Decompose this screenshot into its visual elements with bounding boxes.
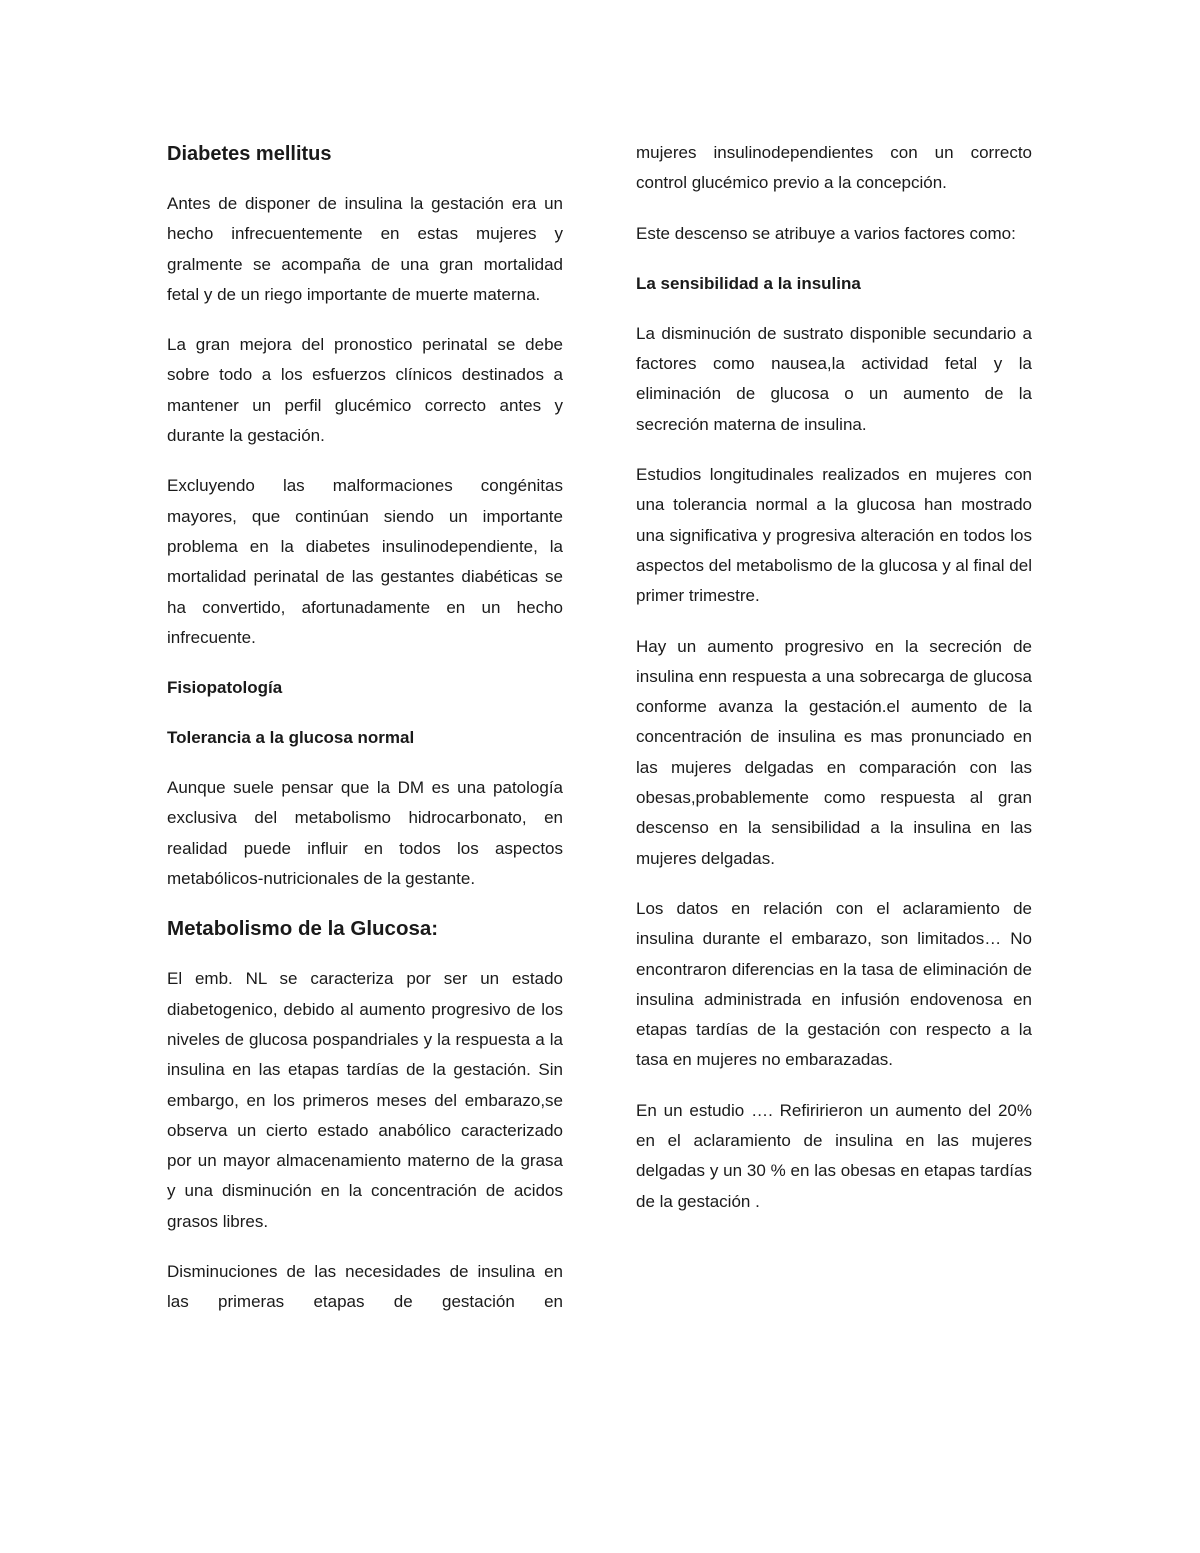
heading-tolerancia: Tolerancia a la glucosa normal [167, 728, 415, 748]
paragraph: Estudios longitudinales realizados en mujeres con una tolerancia normal a la glucosa han mostrado una significativa y progresiva alteración en todos los aspectos del metabolismo de la glucosa y al final del primer trimestre. [636, 465, 1032, 606]
page-title: Diabetes mellitus [167, 143, 332, 165]
paragraph: Excluyendo las malformaciones congénitas mayores, que continúan siendo un importante problema en la diabetes insulinodependiente, la mortalidad perinatal de las gestantes diabéticas se ha convertido, afortunadamente en un hecho infrecuente. [167, 476, 563, 647]
paragraph: El emb. NL se caracteriza por ser un estado diabetogenico, debido al aumento progresivo de los niveles de glucosa pospandriales y la respuesta a la insulina en las etapas tardías de la gestación. Sin embargo, en los primeros meses del embarazo,se observa un cierto estado anabólico caracterizado por un mayor almacenamiento materno de la grasa y una disminución en la concentración de acidos grasos libres. [167, 969, 563, 1231]
paragraph: Los datos en relación con el aclaramiento de insulina durante el embarazo, son limitados… No encontraron diferencias en la tasa de eliminación de insulina administrada en infusión endovenosa en etapas tardías de la gestación con respecto a la tasa en mujeres no embarazadas. [636, 898, 1032, 1070]
paragraph: Hay un aumento progresivo en la secreción de insulina enn respuesta a una sobrecarga de glucosa conforme avanza la gestación.el aumento de la concentración de insulina es mas pronunciado en las mujeres delgadas en comparación con las obesas,probablemente como respuesta al gran descenso en la sensibilidad a la insulina en las mujeres delgadas. [636, 636, 1032, 868]
paragraph: Este descenso se atribuye a varios factores como: [636, 223, 1016, 243]
left-column [167, 139, 563, 1338]
heading-metabolismo: Metabolismo de la Glucosa: [167, 917, 439, 941]
paragraph: La gran mejora del pronostico perinatal se debe sobre todo a los esfuerzos clínicos destinados a mantener un perfil glucémico correcto antes y durante la gestación. [167, 335, 563, 446]
paragraph: Disminuciones de las necesidades de insulina en las primeras etapas de gestación en [167, 1262, 563, 1312]
paragraph: En un estudio …. Refiririeron un aumento del 20% en el aclaramiento de insulina en las mujeres delgadas y un 30 % en las obesas en etapas tardías de la gestación . [636, 1100, 1032, 1211]
right-column [636, 138, 1032, 1237]
heading-fisiopatologia: Fisiopatología [167, 678, 283, 698]
paragraph: La disminución de sustrato disponible secundario a factores como nausea,la actividad fetal y la eliminación de glucosa o un aumento de la secreción materna de insulina. [636, 323, 1032, 434]
paragraph: Antes de disponer de insulina la gestación era un hecho infrecuentemente en estas mujeres y gralmente se acompaña de una gran mortalidad fetal y de un riego importante de muerte materna. [167, 194, 563, 304]
paragraph: mujeres insulinodependientes con un correcto control glucémico previo a la concepción. [636, 143, 1032, 193]
paragraph: Aunque suele pensar que la DM es una patología exclusiva del metabolismo hidrocarbonato, en realidad puede influir en todos los aspectos metabólicos-nutricionales de la gestante. [167, 778, 563, 889]
heading-sensibilidad: La sensibilidad a la insulina [636, 273, 861, 293]
